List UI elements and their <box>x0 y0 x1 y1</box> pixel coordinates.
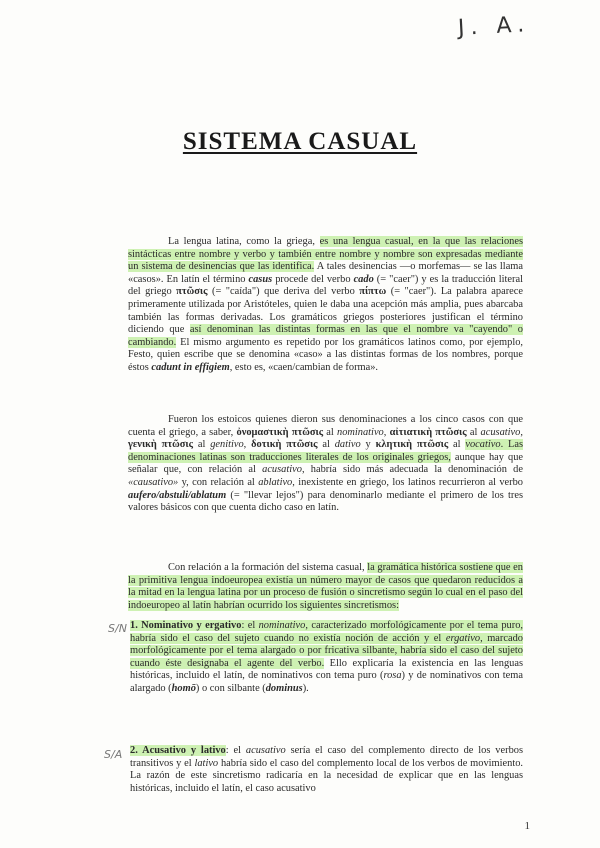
list-item <box>130 620 523 696</box>
case-name: acusativo <box>480 426 521 438</box>
example-word: rosa <box>383 670 402 682</box>
case-name: acusativo <box>262 464 302 476</box>
text-fragment: La lengua latina, como la griega, <box>168 236 320 247</box>
text-fragment: A tales desinencias —o morfemas— se las llama «casos». En latín el término <box>128 261 523 285</box>
example-word: dominus <box>265 682 303 694</box>
text-fragment: , inexistente en griego, los latinos recurrieron al verbo <box>292 476 523 488</box>
highlighted-text: la gramática histórica sostiene que en la primitiva lengua indoeuropea existía un número mayor de casos que quedaron reducidos a la mitad en la lengua latina por un proceso de fusión o sincretismo según lo cual en el paso del indoeuropeo al latín habrían ocurrido los siguientes sincretismos: <box>128 562 523 611</box>
example-word: homō <box>171 682 196 694</box>
text-fragment: El mismo argumento es repetido por los gramáticos latinos como, por ejemplo, Festo, quien escribe que se denomina «caso» a las distintas formas de los nombres, porque éstos <box>128 336 523 373</box>
text-fragment: ). <box>302 682 309 694</box>
text-fragment: procede del verbo <box>272 273 354 285</box>
margin-note: S/N <box>108 622 127 635</box>
term-cado: cado <box>353 273 374 285</box>
highlighted-text: así denominan las distintas formas en las que el nombre va "cayendo" o cambiando. <box>128 324 523 348</box>
text-fragment: (= "caer"). La palabra aparece primeramente utilizada por Aristóteles, quien le daba una acepción más amplia, pues abarcaba también las formas derivadas. Los gramáticos griegos posteriores justifican el término diciendo que <box>128 286 523 336</box>
case-name: genitivo <box>210 439 244 451</box>
page-number: 1 <box>524 820 530 832</box>
highlighted-text: es una lengua casual, en la que las relaciones sintácticas entre nombre y verbo y también entre nombre y nombre son expresadas mediante un sistema de desinencias que las identifica. <box>128 236 523 273</box>
highlighted-text: , caracterizado morfológicamente por el tema puro, habría sido el caso del sujeto cuando no existía noción de acción y el <box>130 620 523 644</box>
margin-note: S/A <box>104 748 123 761</box>
highlighted-text: : el <box>241 620 259 631</box>
case-name: ablativo <box>258 476 293 488</box>
list-item-heading: 1. Nominativo y ergativo <box>130 620 242 631</box>
text-fragment: al <box>193 439 211 451</box>
highlighted-text: . Las denominaciones latinas son traducciones literales de los originales griegos, <box>128 439 524 463</box>
case-name: vocativo <box>465 439 501 451</box>
text-fragment: al <box>466 426 481 438</box>
case-name: «causativo» <box>128 476 179 488</box>
paragraph-casual-language <box>128 236 523 375</box>
highlighted-text: , marcado morfológicamente por el tema alargado o por fricativa silbante, habría sido el caso del sujeto cuando éste designaba el agente del verbo. <box>130 632 523 669</box>
greek-term: δοτικὴ πτῶσις <box>251 439 318 451</box>
paragraph-stoic-cases <box>128 414 523 515</box>
syncretism-list-item-2 <box>130 745 523 795</box>
text-fragment: al <box>448 439 466 451</box>
text-fragment: y <box>360 439 376 451</box>
term-casus: casus <box>248 273 273 285</box>
list-item <box>130 745 523 795</box>
text-fragment: habría sido el caso del complemento local de los verbos de movimiento. La razón de este sincretismo radicaría en la necesidad de explicar que en las lenguas históricas, incluido el latín, el caso acusativo <box>130 757 523 794</box>
text-fragment: y, con relación al <box>178 476 259 488</box>
text-fragment: , esto es, «caen/cambian de forma». <box>229 361 379 373</box>
paragraph-casual-formation <box>128 562 523 612</box>
text-fragment: al <box>317 439 335 451</box>
latin-verb: aufero/abstuli/ablatum <box>128 489 227 501</box>
syncretism-list-item-1 <box>130 620 523 696</box>
text-fragment: , habría sido más adecuada la denominación de <box>301 464 523 476</box>
latin-quote: cadunt in effigiem <box>151 361 230 373</box>
text-fragment: ) y de nominativos con tema alargado ( <box>130 670 523 694</box>
text-fragment: , <box>243 439 252 451</box>
text-fragment: (= "caer") y es la traducción literal del griego <box>128 273 523 298</box>
greek-term: κλητικὴ πτῶσις <box>375 439 449 451</box>
text-fragment: sería el caso del complemento directo de los verbos transitivos y el <box>130 745 523 769</box>
text-fragment: Fueron los estoicos quienes dieron sus denominaciones a los cinco casos con que cuenta el griego, a saber, <box>128 414 523 438</box>
case-name: nominativo <box>337 426 384 438</box>
text-fragment: , <box>383 426 390 438</box>
greek-term: πτῶσις <box>176 286 208 298</box>
text-fragment: (= "llevar lejos") para denominarlo mediante el primero de los tres valores básicos con que cuenta dicho caso en latín. <box>128 489 523 514</box>
text-fragment: : el <box>225 745 246 756</box>
text-fragment: aunque hay que señalar que, con relación al <box>128 451 523 476</box>
text-fragment: (= "caída") que deriva del verbo <box>207 286 360 298</box>
handwritten-initials: J. A. <box>457 12 531 41</box>
text-fragment: , <box>520 426 523 438</box>
greek-term: γενικὴ πτῶσις <box>128 439 194 451</box>
text-fragment: al <box>323 426 337 438</box>
case-name: dativo <box>334 439 361 451</box>
page-title: SISTEMA CASUAL <box>182 128 418 155</box>
greek-term: αἰτιατικὴ πτῶσις <box>389 426 467 438</box>
case-name: ergativo <box>445 632 481 644</box>
greek-term: ὀνομαστικὴ πτῶσις <box>236 426 324 438</box>
text-fragment: Con relación a la formación del sistema casual, <box>168 562 368 573</box>
case-name: lativo <box>194 757 219 769</box>
text-fragment: ) o con silbante ( <box>195 682 266 694</box>
text-fragment: Ello explicaría la existencia en las lenguas históricas, incluido el latín, de nominativos con tema puro ( <box>130 657 523 682</box>
case-name: acusativo <box>245 745 286 756</box>
list-item-heading: 2. Acusativo y lativo <box>130 745 226 756</box>
case-name: nominativo <box>258 620 306 631</box>
greek-term: πίπτω <box>359 286 387 298</box>
